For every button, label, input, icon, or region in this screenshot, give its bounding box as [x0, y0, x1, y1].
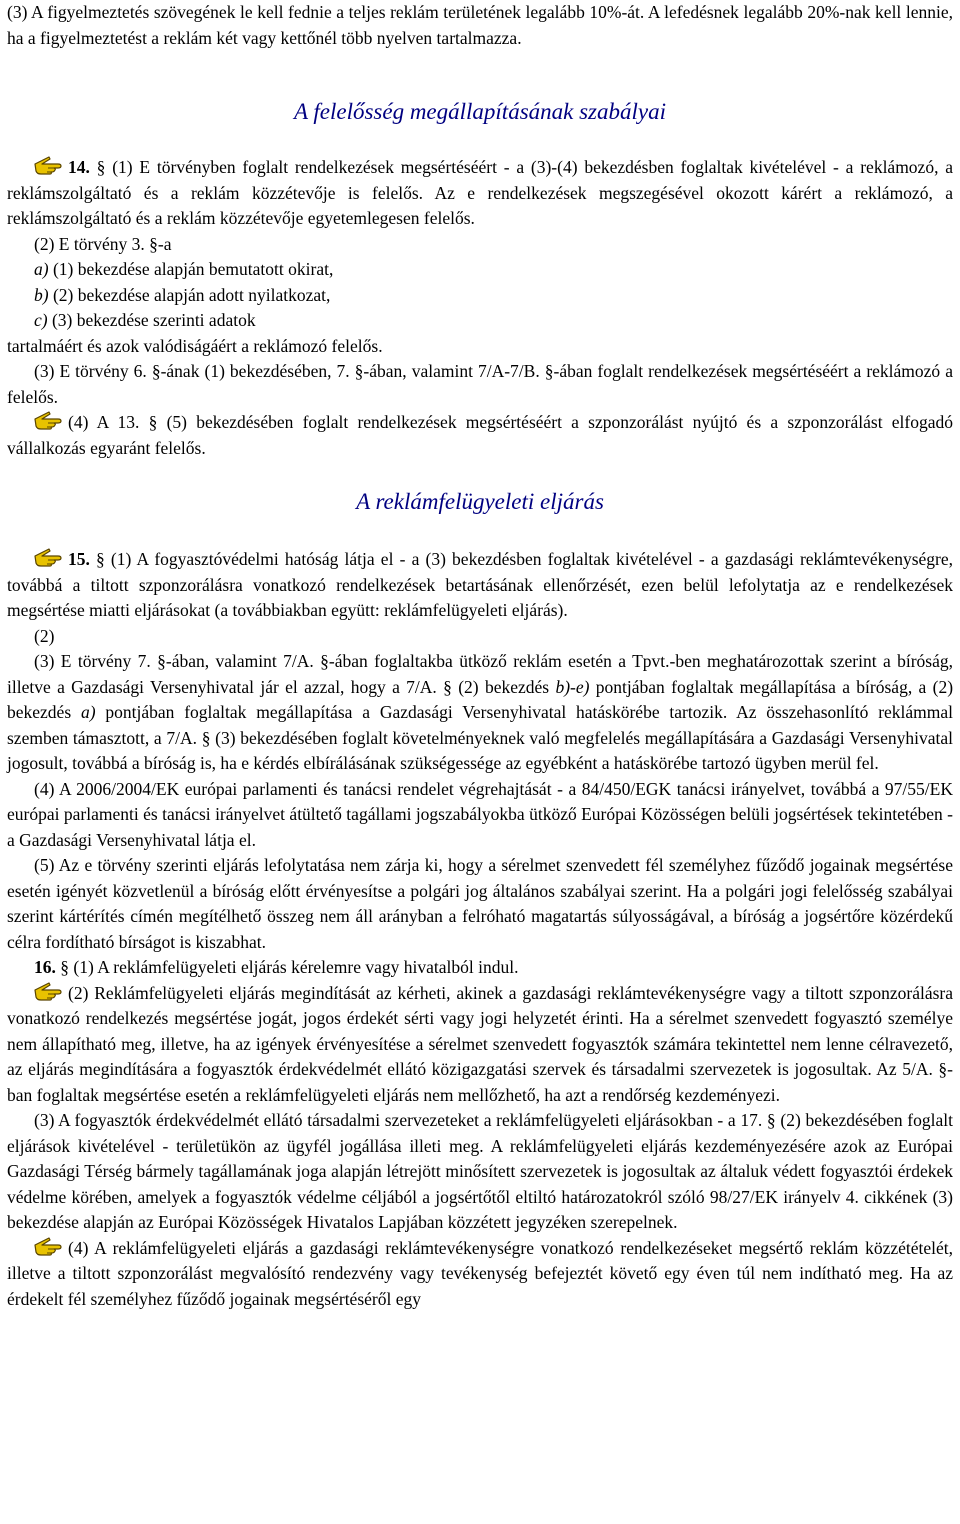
s16-paragraph-4: (4) A reklámfelügyeleti eljárás a gazdasági reklámtevékenységre vonatkozó rendelkezéseket megsértő reklám közzétételét, illetve a tiltott szponzorálást megvalósító rendezvény vagy tevékenység befejeztét követő egy éven túl nem indítható meg. Ha az érdekelt fél személyhez fűződő jogainak megsértéséről egy	[7, 1237, 953, 1309]
section-title-liability: A felelősség megállapításának szabályai	[293, 99, 666, 124]
s16-paragraph-3: (3) A fogyasztók érdekvédelmét ellátó társadalmi szervezeteket a reklámfelügyeleti eljárásokban - a 17. § (2) bekezdésében foglalt eljárások kivételével - területükön az ügyfél jogállása illeti meg. A reklámfelügyeleti eljárás kezdeményezésére azok az Európai Gazdasági Térség bármely tagállamának joga alapján létrejött minősített szervezetek is jogosultak az általuk védett fogyasztói érdekek védelme körében, amelyek a fogyasztók védelme céljából a jogsértőtől eltiltó határozatokról szóló 98/27/EK irányelv 4. cikkének (3) bekezdése alapján az Európai Közösségek Hivatalos Lapjában közzétett jegyzéken szerepelnek.	[7, 1110, 953, 1232]
s14-paragraph-3: (3) E törvény 6. §-ának (1) bekezdésében, 7. §-ában, valamint 7/A-7/B. §-ában foglalt rendelkezések megsértéséért a reklámozó a felelős.	[7, 361, 953, 407]
s15-paragraph-2: (2)	[34, 625, 55, 646]
pointing-hand-icon[interactable]	[34, 155, 62, 175]
intro-paragraph: (3) A figyelmeztetés szövegének le kell fednie a teljes reklám területének legalább 10%-át. A lefedésnek legalább 20%-nak kell lennie, ha a figyelmeztetést a reklám két vagy kettőnél több nyelven tartalmazza.	[7, 2, 953, 48]
s15-number: 15.	[68, 549, 90, 569]
s16-paragraph-2: (2) Reklámfelügyeleti eljárás megindítását az kérheti, akinek a gazdasági reklámtevékenységre vagy a tiltott szponzorálásra vonatkozó rendelkezés megsértése jogát, jogos érdekét sérti vagy jogi helyzetét érinti. Ha a sérelmet szenvedett fogyasztó személye nem állapítható meg, illetve, ha az igények érvényesítése a sérelmet szenvedett fogyasztók számára tekintettel nem lenne célravezető, az eljárás megindítására a fogyasztók érdekvédelmét ellátó közigazgatási szervek és társadalmi szervezetek is jogosultak. Az 5/A. §-ban foglaltak megsértése esetén a reklámfelügyeleti eljárás nem mellőzhető, ha azt a rendőrség kezdeményezi.	[7, 982, 953, 1105]
s14-item-c: c) (3) bekezdése szerinti adatok	[34, 310, 256, 330]
s14-item-a: a) (1) bekezdése alapján bemutatott okirat,	[34, 259, 334, 279]
pointing-hand-icon[interactable]	[34, 410, 62, 430]
s14-paragraph-2: (2) E törvény 3. §-a	[34, 233, 172, 254]
s15-paragraph-5: (5) Az e törvény szerinti eljárás lefolytatása nem zárja ki, hogy a sérelmet szenvedett fél személyhez fűződő jogainak megsértése esetén igényét közvetlenül a bíróság előtt érvényesítse a polgári jog általános szabályai szerint. Ha a polgári jogi felelősség szabályai szerint kártérítés címén megítélhető összeg nem áll arányban a felróható magatartás súlyosságával, a bíróság a jogsértőre közérdekű célra fordítható bírságot is kiszabhat.	[7, 855, 953, 952]
pointing-hand-icon[interactable]	[34, 981, 62, 1001]
s14-items-tail: tartalmáért és azok valódiságáért a reklámozó felelős.	[7, 335, 383, 356]
s14-paragraph-1: 14. § (1) E törvényben foglalt rendelkezések megsértéséért - a (3)-(4) bekezdésben foglaltak kivételével - a reklámozó, a reklámszolgáltató és a reklám közzétevője is felelős. Az e rendelkezések megszegésével okozott kárért a reklámozó, a reklámszolgáltató és a reklám közzétevője egyetemlegesen felelős.	[7, 157, 954, 228]
s14-item-b: b) (2) bekezdése alapján adott nyilatkozat,	[34, 284, 331, 305]
s14-number: 14.	[68, 157, 90, 177]
section-title-procedure: A reklámfelügyeleti eljárás	[356, 489, 604, 514]
pointing-hand-icon[interactable]	[34, 1236, 62, 1256]
s15-paragraph-3: (3) E törvény 7. §-ában, valamint 7/A. §-ában foglaltakba ütköző reklám esetén a Tpvt.-ben meghatározottak szerint a bíróság, illetve a Gazdasági Versenyhivatal jár el azzal, hogy a 7/A. § (2) bekezdés b)-e) pontjában foglaltak megállapítása a bíróság, a (2) bekezdés a) pontjában foglaltak megállapítása a Gazdasági Versenyhivatal hatáskörébe tartozik. Az összehasonlító reklámmal szemben támasztott, a 7/A. § (3) bekezdésében foglalt követelményeknek való megfelelés megállapítására a Gazdasági Versenyhivatal jogosult, továbbá a bíróság is, ha e kérdés elbírálásának szükségessége az egyébként a hatáskörébe tartozó ügyben merül fel.	[7, 651, 954, 773]
s14-paragraph-4: (4) A 13. § (5) bekezdésében foglalt rendelkezések megsértéséért a szponzorálást nyújtó és a szponzorálást elfogadó vállalkozás egyaránt felelős.	[7, 412, 953, 458]
s15-paragraph-1: 15. § (1) A fogyasztóvédelmi hatóság látja el - a (3) bekezdésben foglaltak kivételével - a gazdasági reklámtevékenységre, továbbá a tiltott szponzorálásra vonatkozó rendelkezések betartásának ellenőrzését, ezen belül lefolytatja az e rendelkezések megsértése miatti eljárásokat (a továbbiakban együtt: reklámfelügyeleti eljárás).	[7, 549, 953, 620]
pointing-hand-icon[interactable]	[34, 547, 62, 567]
s16-paragraph-1: 16. § (1) A reklámfelügyeleti eljárás kérelemre vagy hivatalból indul.	[34, 957, 519, 977]
s15-paragraph-4: (4) A 2006/2004/EK európai parlamenti és tanácsi rendelet végrehajtását - a 84/450/EGK tanácsi irányelvet, továbbá a 97/55/EK európai parlamenti és tanácsi irányelvet átültető tagállami jogszabályokba ütköző Európai Közösségen belüli jogsértések tekintetében - a Gazdasági Versenyhivatal látja el.	[7, 778, 953, 850]
s16-number: 16.	[34, 957, 56, 977]
